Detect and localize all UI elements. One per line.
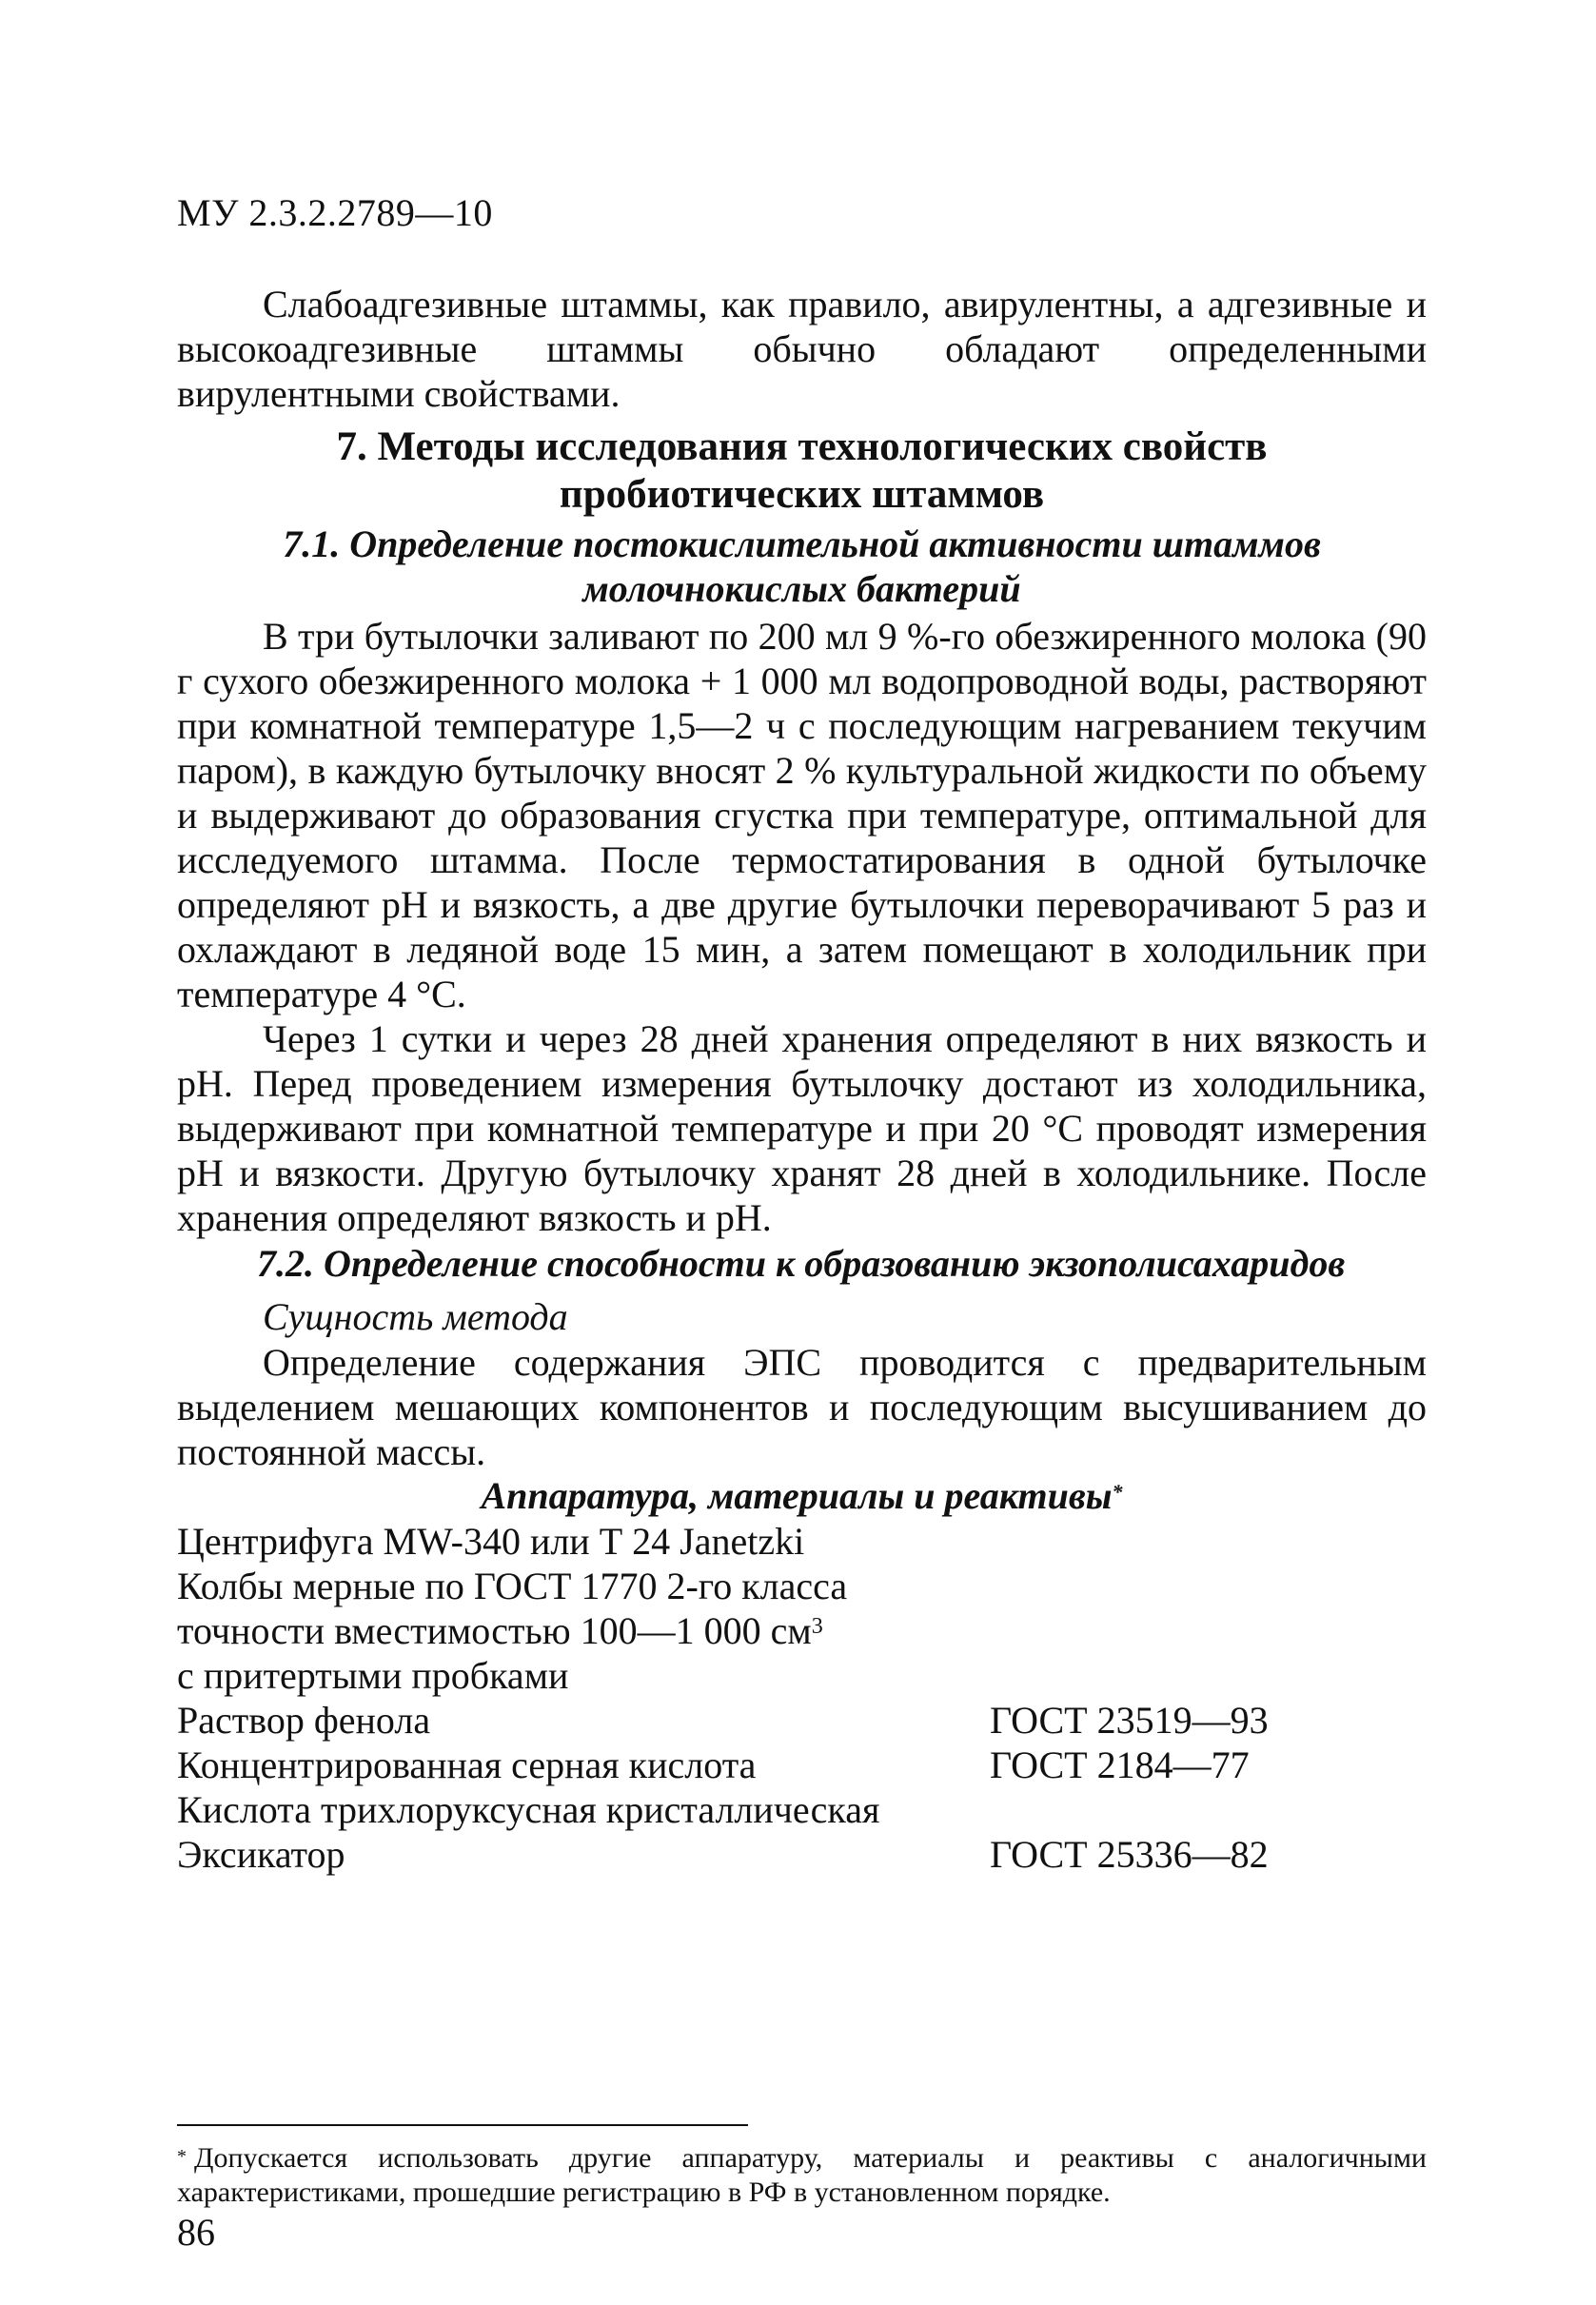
equipment-name: Центрифуга MW-340 или Т 24 Janetzki [177, 1520, 805, 1563]
method-essence-label: Сущность метода [263, 1295, 568, 1338]
subsection-7-1-title-line-2: молочнокислых бактерий [582, 567, 1021, 610]
equipment-row [177, 1608, 1427, 1653]
subsection-7-2-body [177, 1340, 1427, 1474]
equipment-row [177, 1698, 1427, 1743]
section-7-title-line-1: 7. Методы исследования технологических свойств [336, 424, 1268, 469]
section-7-title-line-2: пробиотических штаммов [559, 472, 1045, 517]
equipment-name: с притертыми пробками [177, 1654, 569, 1697]
section-7-title [177, 424, 1427, 519]
unit-superscript: 3 [811, 1614, 823, 1639]
footnote-mark: * [177, 2146, 187, 2167]
equipment-row [177, 1743, 1427, 1787]
page-number: 86 [177, 2211, 215, 2254]
equipment-standard: ГОСТ 2184—77 [990, 1744, 1250, 1786]
equipment-heading-footnote-mark: * [1112, 1480, 1123, 1504]
equipment-row [177, 1519, 1427, 1564]
subsection-7-1-body [177, 614, 1427, 1240]
subsection-7-1-title [177, 522, 1427, 611]
equipment-name: точности вместимостью 100—1 000 см [177, 1609, 812, 1652]
subsection-7-2-paragraph-1: Определение содержания ЭПС проводится с предварительным выделением мешающих компонентов и последующим высушиванием до постоянной массы. [177, 1341, 1427, 1473]
subsection-7-1-paragraph-1: В три бутылочки заливают по 200 мл 9 %-го обезжиренного молока (90 г сухого обезжиренного молока + 1 000 мл водопроводной воды, растворяют при комнатной температуре 1,5—2 ч с последующим нагреванием текучим паром), в каждую бутылочку вносят 2 % культуральной жидкости по объему и выдерживают до образования сгустка при температуре, оптимальной для исследуемого штамма. После термостатирования в одной бутылочке определяют pH и вязкость, а две другие бутылочки переворачивают 5 раз и охлаждают в ледяной воде 15 мин, а затем помещают в холодильник при температуре 4 °С. [177, 615, 1427, 1015]
equipment-row [177, 1787, 1427, 1832]
footnote [177, 2141, 1427, 2210]
equipment-row [177, 1832, 1427, 1877]
equipment-heading-text: Аппаратура, материалы и реактивы [481, 1474, 1113, 1517]
equipment-name: Эксикатор [177, 1833, 345, 1876]
footnote-divider [177, 2124, 748, 2126]
equipment-heading [177, 1473, 1427, 1518]
intro-paragraph: Слабоадгезивные штаммы, как правило, авирулентны, а адгезивные и высокоадгезивные штаммы обычно обладают определенными вирулентными свойствами. [177, 283, 1427, 415]
equipment-standard: ГОСТ 23519—93 [990, 1699, 1269, 1742]
subsection-7-1-paragraph-2: Через 1 сутки и через 28 дней хранения определяют в них вязкость и pH. Перед проведением измерения бутылочку достают из холодильника, выдерживают при комнатной температуре и при 20 °С проводят измерения pH и вязкости. Другую бутылочку хранят 28 дней в холодильнике. После хранения определяют вязкость и pH. [177, 1017, 1427, 1239]
equipment-row [177, 1653, 1427, 1698]
equipment-standard: ГОСТ 25336—82 [990, 1833, 1269, 1876]
equipment-name: Концентрированная серная кислота [177, 1744, 757, 1786]
intro-paragraph-block [177, 282, 1427, 416]
subsection-7-2-title: 7.2. Определение способности к образованию экзополисахаридов [257, 1242, 1346, 1285]
equipment-name: Кислота трихлоруксусная кристаллическая [177, 1788, 880, 1831]
document-code-header: МУ 2.3.2.2789—10 [177, 191, 493, 234]
equipment-name-with-unit [177, 1608, 823, 1653]
equipment-name: Колбы мерные по ГОСТ 1770 2-го класса [177, 1565, 848, 1607]
equipment-list [177, 1519, 1427, 1877]
subsection-7-1-title-line-1: 7.1. Определение постокислительной активности штаммов [283, 522, 1321, 565]
equipment-name: Раствор фенола [177, 1699, 431, 1742]
equipment-row [177, 1564, 1427, 1608]
footnote-text: Допускается использовать другие аппаратуру, материалы и реактивы с аналогичными характеристиками, прошедшие регистрацию в РФ в установленном порядке. [177, 2142, 1427, 2208]
